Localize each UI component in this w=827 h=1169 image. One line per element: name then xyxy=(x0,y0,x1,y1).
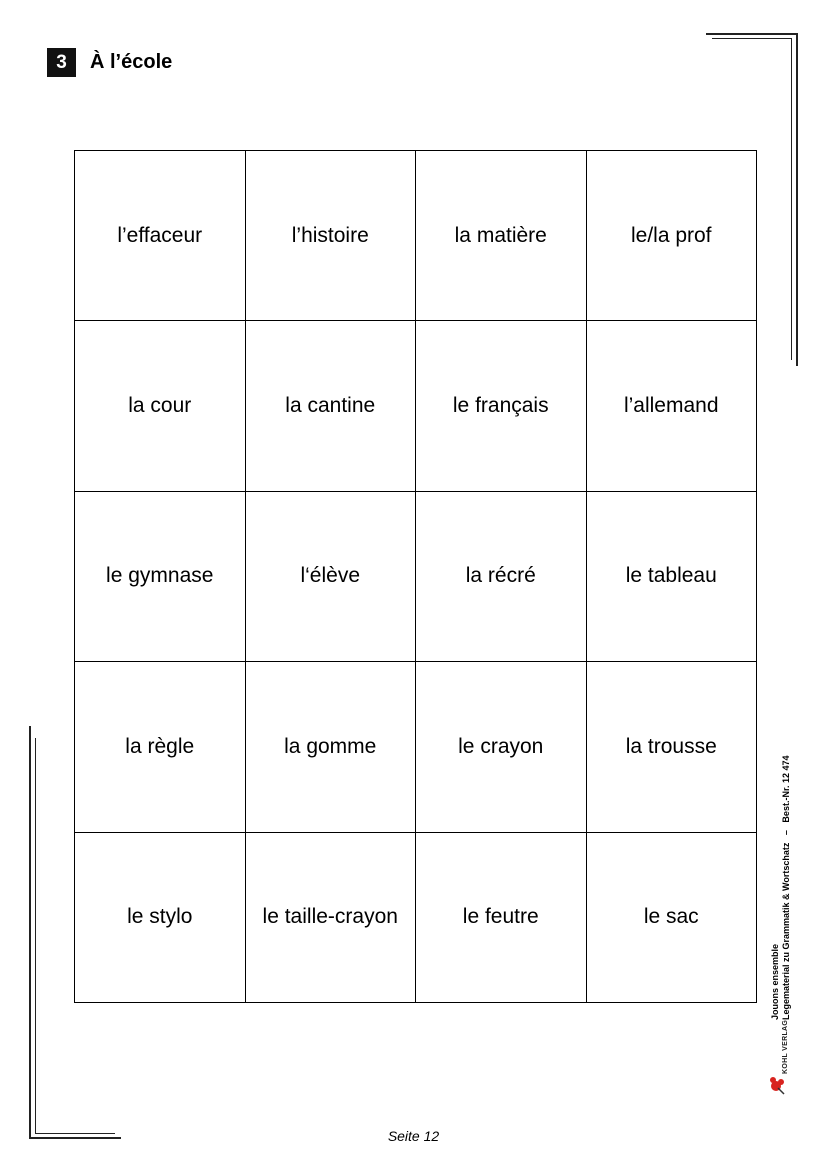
grid-row xyxy=(75,662,757,832)
vocab-card: la récré xyxy=(416,491,587,661)
vocab-card: la cantine xyxy=(245,321,416,491)
vocab-card: le feutre xyxy=(416,832,587,1002)
vocab-card: le tableau xyxy=(586,491,757,661)
page-number: Seite 12 xyxy=(387,1128,440,1144)
vocab-card: l’effaceur xyxy=(75,151,246,321)
grid-row xyxy=(75,491,757,661)
grid-row xyxy=(75,832,757,1002)
vocab-card: la matière xyxy=(416,151,587,321)
side-publication-info xyxy=(770,756,792,1020)
vocab-card: l’histoire xyxy=(245,151,416,321)
series-subtitle: Legematerial zu Grammatik & Wortschatz xyxy=(781,842,791,1020)
vocab-card: le taille-crayon xyxy=(245,832,416,1002)
vocab-card: le français xyxy=(416,321,587,491)
publisher-name: KOHL VERLAG xyxy=(782,1019,789,1074)
corner-line-top-right-v1 xyxy=(796,33,798,366)
vocab-card: le/la prof xyxy=(586,151,757,321)
series-subtitle-line xyxy=(781,756,792,1020)
vocab-card: la gomme xyxy=(245,662,416,832)
vocab-card: la règle xyxy=(75,662,246,832)
separator: – xyxy=(781,830,791,836)
corner-line-top-right-h1 xyxy=(706,33,798,35)
vocab-card: la trousse xyxy=(586,662,757,832)
vocabulary-card-grid xyxy=(74,150,757,1003)
vocab-card: le stylo xyxy=(75,832,246,1002)
corner-line-top-right-v2 xyxy=(791,38,792,360)
vocab-card: le sac xyxy=(586,832,757,1002)
vocab-card: la cour xyxy=(75,321,246,491)
grid-row xyxy=(75,151,757,321)
order-number: Best.-Nr. 12 474 xyxy=(781,755,791,823)
vocab-card: l’allemand xyxy=(586,321,757,491)
corner-line-top-right-h2 xyxy=(712,38,792,39)
corner-line-bottom-left-v2 xyxy=(35,738,36,1134)
vocab-card: l‘élève xyxy=(245,491,416,661)
corner-line-bottom-left-v1 xyxy=(29,726,31,1139)
section-header xyxy=(47,48,172,77)
publisher-logo xyxy=(768,1019,798,1096)
vocab-card: le crayon xyxy=(416,662,587,832)
series-title: Jouons ensemble xyxy=(770,943,780,1020)
grid-row xyxy=(75,321,757,491)
section-number-badge: 3 xyxy=(47,48,76,77)
page-title: À l’école xyxy=(90,51,173,73)
vocab-card: le gymnase xyxy=(75,491,246,661)
